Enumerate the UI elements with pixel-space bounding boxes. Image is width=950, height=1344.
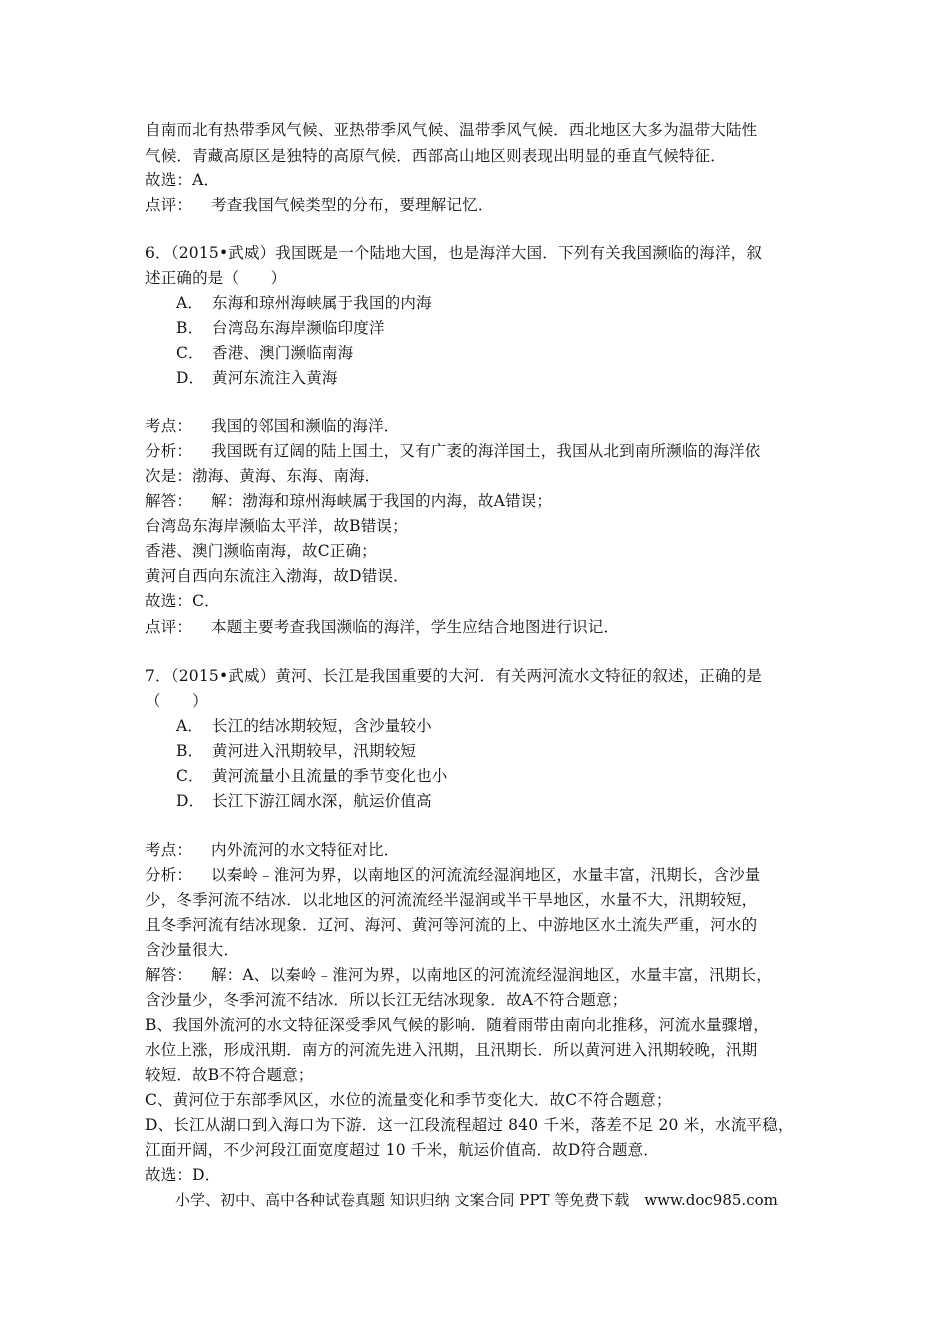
q7-point-text: 内外流河的水文特征对比． [211,841,400,859]
q6-analysis-text: 我国既有辽阔的陆上国土，又有广袤的海洋国土，我国从北到南所濒临的海洋依 [211,442,761,460]
q7-stem-line-2: （ ） [145,692,208,710]
q6-option-a [176,293,432,313]
q7-analysis-text: 以秦岭﹣淮河为界，以南地区的河流流经湿润地区，水量丰富，汛期长，含沙量 [211,866,761,884]
q7-analysis-line-3: 且冬季河流有结冰现象．辽河、海河、黄河等河流的上、中游地区水土流失严重，河水的 [145,916,758,934]
option-text: 黄河进入汛期较早，汛期较短 [212,742,417,760]
q5-review-text: 考查我国气候类型的分布，要理解记忆． [211,196,494,214]
option-text: 长江的结冰期较短，含沙量较小 [212,717,432,735]
q7-solution [145,965,772,985]
q7-stem-line-1: 7．（2015•武威）黄河、长江是我国重要的大河．有关两河流水文特征的叙述，正确的是 [145,667,763,685]
q6-stem-line-2: 述正确的是（ ） [145,269,287,287]
q6-analysis [145,441,761,461]
option-letter: A． [176,717,204,735]
q6-point-text: 我国的邻国和濒临的海洋． [211,417,400,435]
q5-text-line-1: 自南而北有热带季风气候、亚热带季风气候、温带季风气候．西北地区大多为温带大陆性 [145,121,758,139]
q6-option-b [176,318,385,338]
q6-point-label: 考点： [145,417,193,435]
q5-answer: 故选：A． [145,171,220,189]
q6-answer: 故选：C． [145,592,220,610]
q6-solution-line-3: 香港、澳门濒临南海，故C正确； [145,542,377,560]
q7-solution-line-3: B、我国外流河的水文特征深受季风气候的影响．随着雨带由南向北推移，河流水量骤增， [145,1016,769,1034]
q7-solution-line-5: 较短．故B不符合题意； [145,1066,314,1084]
q7-option-b [176,741,416,761]
q7-analysis [145,865,761,885]
q7-analysis-line-2: 少，冬季河流不结冰．以北地区的河流流经半湿润或半干旱地区，水量不大，汛期较短， [145,891,758,909]
option-text: 香港、澳门濒临南海 [212,344,354,362]
q5-review [145,195,494,215]
option-text: 东海和琼州海峡属于我国的内海 [212,294,432,312]
q6-solution-line-2: 台湾岛东海岸濒临太平洋，故B错误； [145,517,408,535]
q7-solution-line-2: 含沙量少，冬季河流不结冰．所以长江无结冰现象．故A不符合题意； [145,991,628,1009]
q7-analysis-line-4: 含沙量很大． [145,941,240,959]
q6-point [145,416,399,436]
q5-review-label: 点评： [145,196,193,214]
q7-solution-line-4: 水位上涨，形成汛期．南方的河流先进入汛期，且汛期长．所以黄河进入汛期较晚，汛期 [145,1041,758,1059]
q7-option-a [176,716,432,736]
option-letter: B． [176,319,204,337]
q7-solution-line-8: 江面开阔，不少河段江面宽度超过 10 千米，航运价值高．故D符合题意． [145,1141,660,1159]
option-text: 黄河流量小且流量的季节变化也小 [212,767,448,785]
q6-review [145,617,619,637]
q6-option-d [176,368,338,388]
q6-solution-text: 解：渤海和琼州海峡属于我国的内海，故A错误； [211,492,553,510]
q6-solution-label: 解答： [145,492,193,510]
q7-option-c [176,766,448,786]
option-letter: D． [176,792,205,810]
q6-analysis-line-2: 次是：渤海、黄海、东海、南海． [145,467,381,485]
q7-solution-line-6: C、黄河位于东部季风区，水位的流量变化和季节变化大．故C不符合题意； [145,1091,672,1109]
footer-link-text: 小学、初中、高中各种试卷真题 知识归纳 文案合同 PPT 等免费下载 www.doc985.com [175,1191,778,1209]
q7-point [145,840,399,860]
q7-option-d [176,791,432,811]
option-letter: A． [176,294,204,312]
q7-answer: 故选：D． [145,1166,221,1184]
q6-solution [145,491,552,511]
q6-review-text: 本题主要考查我国濒临的海洋，学生应结合地图进行识记． [211,618,620,636]
q6-option-c [176,343,353,363]
q7-point-label: 考点： [145,841,193,859]
q6-solution-line-4: 黄河自西向东流注入渤海，故D错误． [145,567,409,585]
q7-solution-line-7: D、长江从湖口到入海口为下游．这一江段流程超过 840 千米，落差不足 20 米，水流平稳， [145,1116,794,1134]
option-letter: C． [176,344,204,362]
q6-stem-line-1: 6．（2015•武威）我国既是一个陆地大国，也是海洋大国．下列有关我国濒临的海洋，叙 [145,244,763,262]
option-letter: D． [176,369,205,387]
option-text: 黄河东流注入黄海 [212,369,338,387]
option-letter: B． [176,742,204,760]
q6-analysis-label: 分析： [145,442,193,460]
q6-review-label: 点评： [145,618,193,636]
q7-solution-text: 解：A、以秦岭﹣淮河为界，以南地区的河流流经湿润地区，水量丰富，汛期长， [211,966,772,984]
option-text: 台湾岛东海岸濒临印度洋 [212,319,385,337]
option-letter: C． [176,767,204,785]
q5-text-line-2: 气候．青藏高原区是独特的高原气候．西部高山地区则表现出明显的垂直气候特征． [145,147,726,165]
option-text: 长江下游江阔水深，航运价值高 [212,792,432,810]
q7-analysis-label: 分析： [145,866,193,884]
q7-solution-label: 解答： [145,966,193,984]
